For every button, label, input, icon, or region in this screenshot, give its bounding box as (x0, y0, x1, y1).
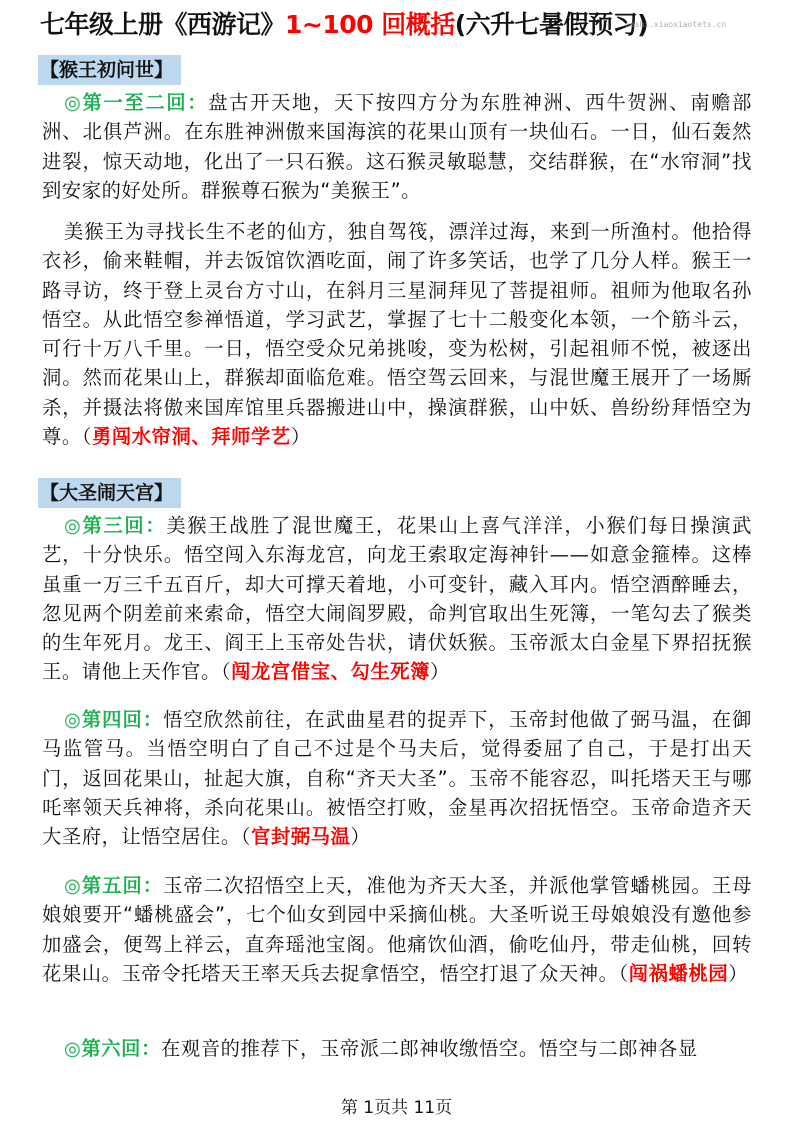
chapter-heading: ◎第五回： (64, 874, 164, 897)
chapter-keyword-close: ） (350, 825, 371, 849)
chapter-text: 美猴王战胜了混世魔王，花果山上喜气洋洋，小猴们每日操演武艺，十分快乐。悟空闯入东海龙宫，向龙王索取定海神针——如意金箍棒。这棒虽重一万三千五百斤，却大可撑天着地，小可变针，藏入耳内。悟空酒醉睡去，忽见两个阴差前来索命，悟空大闹阎罗殿，命判官取出生死簿，一笔勾去了猴类的生年死月。龙王、阎王上玉帝处告状，请伏妖猴。玉帝派太白金星下界招抚猴王。请他上天作官。（ (42, 514, 753, 684)
chapter-heading: ◎第六回： (64, 1037, 161, 1060)
title-main: 七年级上册《西游记》 (40, 10, 286, 39)
paragraph-chapter-6 (42, 1034, 752, 1063)
chapter-text: 在观音的推荐下，玉帝派二郎神收缴悟空。悟空与二郎神各显 (160, 1037, 698, 1060)
chapter-keyword-close: ） (429, 660, 450, 684)
chapter-heading: ◎第三回： (64, 514, 167, 537)
title-range: 1~100 回概括 (285, 10, 455, 39)
chapter-heading: ◎第一至二回： (64, 91, 209, 114)
chapter-text: 盘古开天地，天下按四方分为东胜神洲、西牛贺洲、南赡部洲、北俱芦洲。在东胜神洲傲来国海滨的花果山顶有一块仙石。一日，仙石轰然进裂，惊天动地，化出了一只石猴。这石猴灵敏聪慧，交结群猴，在“水帘洞”找到安家的好处所。群猴尊石猴为“美猴王”。 (42, 91, 752, 202)
chapter-keyword: 官封弼马温 (251, 825, 351, 849)
paragraph-chapter-4 (42, 705, 752, 851)
page-number: 第 1页共 11页 (340, 1098, 453, 1118)
paragraph-chapters-1-2-cont (42, 217, 752, 451)
chapter-heading: ◎第四回： (64, 708, 164, 731)
watermark: ceshi.xiaoxiaotets.cn (625, 20, 727, 29)
chapter-text: 悟空欣然前往，在武曲星君的捉弄下，玉帝封他做了弼马温，在御马监管马。当悟空明白了自己不过是个马夫后，觉得委屈了自己，于是打出天门，返回花果山，扯起大旗，自称“齐天大圣”。玉帝不能容忍，叫托塔天王与哪吒率领天兵神将，杀向花果山。被悟空打败，金星再次招抚悟空。玉帝命造齐天大圣府，让悟空居住。（ (42, 708, 752, 849)
chapter-text: 玉帝二次招悟空上天，准他为齐天大圣，并派他掌管蟠桃园。王母娘娘要开“蟠桃盛会”，七个仙女到园中采摘仙桃。大圣听说王母娘娘没有邀他参加盛会，便驾上祥云，直奔瑶池宝阁。他痛饮仙酒，偷吃仙丹，带走仙桃，回转花果山。玉帝令托塔天王率天兵去捉拿悟空，悟空打退了众天神。（ (42, 874, 752, 985)
chapter-keyword: 勇闯水帘洞、拜师学艺 (92, 425, 291, 449)
section-label-havoc-heaven: 【大圣闹天宫】 (38, 478, 181, 508)
chapter-keyword-close: ） (728, 961, 749, 985)
chapter-text: 美猴王为寻找长生不老的仙方，独自驾筏，漂洋过海，来到一所渔村。他拾得衣衫，偷来鞋帽，并去饭馆饮酒吃面，闹了许多笑话，也学了几分人样。猴王一路寻访，终于登上灵台方寸山，在斜月三星洞拜见了菩提祖师。祖师为他取名孙悟空。从此悟空参禅悟道，学习武艺，掌握了七十二般变化本领，一个筋斗云，可行十万八千里。一日，悟空受众兄弟挑唆，变为松树，引起祖师不悦，被逐出洞。然而花果山上，群猴却面临危难。悟空驾云回来，与混世魔王展开了一场厮杀，并摄法将傲来国库馆里兵器搬进山中，操演群猴，山中妖、兽纷纷拜悟空为尊。（ (42, 220, 752, 449)
paragraph-chapter-3 (42, 511, 752, 687)
paragraph-chapter-5 (42, 871, 752, 988)
chapter-keyword-close: ） (290, 425, 311, 449)
chapter-keyword: 闯龙宫借宝、勾生死簿 (231, 660, 430, 684)
paragraph-chapters-1-2 (42, 88, 752, 205)
chapter-keyword: 闯祸蟠桃园 (628, 961, 729, 985)
section-label-monkey-king: 【猴王初问世】 (38, 55, 181, 85)
title-subtitle: (六升七暑假预习) (454, 10, 649, 39)
